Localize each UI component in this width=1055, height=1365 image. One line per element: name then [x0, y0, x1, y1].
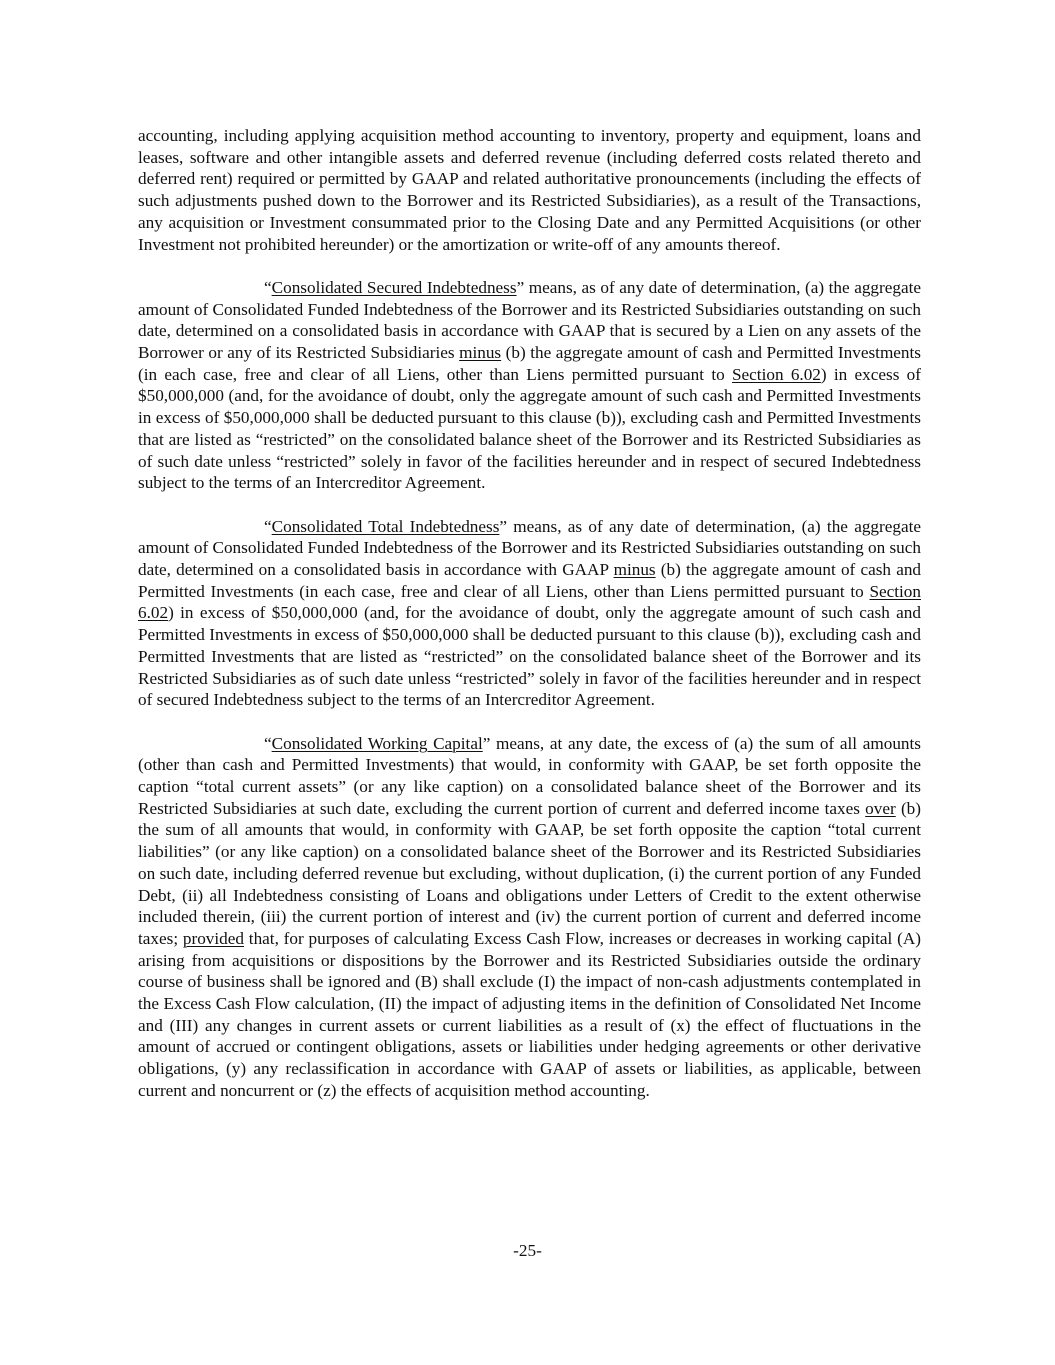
definition-consolidated-total-indebtedness: [138, 516, 921, 711]
definition-consolidated-secured-indebtedness: [138, 277, 921, 494]
definition-text: ” means, at any date, the excess of (a) the sum of all amounts (other than cash and Permitted Investments) that would, in conformity with GAAP, be set forth opposite the caption “total current assets” (or any like caption) on a consolidated balance sheet of the Borrower and its Restricted Subsidiaries at such date, excluding the current portion of current and deferred income taxes: [138, 733, 921, 818]
page-number: -25-: [513, 1241, 542, 1260]
defined-term: Consolidated Total Indebtedness: [271, 516, 500, 536]
definition-text: that, for purposes of calculating Excess Cash Flow, increases or decreases in working capital (A) arising from acquisitions or dispositions by the Borrower and its Restricted Subsidiaries outside the ordinary course of business shall be ignored and (B) shall exclude (I) the impact of non-cash adjustments contemplated in the Excess Cash Flow calculation, (II) the impact of adjusting items in the definition of Consolidated Net Income and (III) any changes in current assets or current liabilities as a result of (x) the effect of fluctuations in the amount of accrued or contingent obligations, assets or liabilities under hedging agreements or other derivative obligations, (y) any reclassification in accordance with GAAP of assets or liabilities, as applicable, between current and noncurrent or (z) the effects of acquisition method accounting.: [138, 928, 921, 1100]
defined-term: Consolidated Secured Indebtedness: [271, 277, 517, 297]
defined-term: Consolidated Working Capital: [271, 733, 483, 753]
underlined-word: over: [865, 798, 896, 818]
definition-text: (b) the aggregate amount of cash and Permitted Investments (in each case, free and clear of all Liens, other than Liens permitted pursuant to: [138, 560, 922, 601]
definition-text: ) in excess of $50,000,000 (and, for the avoidance of doubt, only the aggregate amount of such cash and Permitted Investments in excess of $50,000,000 shall be deducted pursuant to this clause (b)), excluding cash and Permitted Investments that are listed as “restricted” on the consolidated balance sheet of the Borrower and its Restricted Subsidiaries as of such date unless “restricted” solely in favor of the facilities hereunder and in respect of secured Indebtedness subject to the terms of an Intercreditor Agreement.: [138, 364, 921, 493]
underlined-word: minus: [459, 343, 502, 363]
paragraph-text: accounting, including applying acquisition method accounting to inventory, property and equipment, loans and leases, software and other intangible assets and deferred revenue (including deferred costs related thereto and deferred rent) required or permitted by GAAP and related authoritative pronouncements (including the effects of such adjustments pushed down to the Borrower and its Restricted Subsidiaries), as a result of the Transactions, any acquisition or Investment consummated prior to the Closing Date and any Permitted Acquisitions (or other Investment not prohibited hereunder) or the amortization or write-off of any amounts thereof.: [138, 126, 921, 254]
underlined-word: minus: [613, 560, 656, 580]
section-reference: Section 6.02: [138, 581, 921, 623]
open-quote: “: [264, 733, 272, 753]
open-quote: “: [264, 516, 272, 536]
section-reference: Section 6.02: [731, 364, 821, 384]
document-page: [138, 125, 921, 1123]
definition-text: ) in excess of $50,000,000 (and, for the avoidance of doubt, only the aggregate amount of such cash and Permitted Investments in excess of $50,000,000 shall be deducted pursuant to this clause (b)), excluding cash and Permitted Investments that are listed as “restricted” on the consolidated balance sheet of the Borrower and its Restricted Subsidiaries as of such date unless “restricted” solely in favor of the facilities hereunder and in respect of secured Indebtedness subject to the terms of an Intercreditor Agreement.: [138, 603, 921, 710]
definition-consolidated-working-capital: [138, 733, 921, 1102]
definition-text: ” means, as of any date of determination, (a) the aggregate amount of Consolidated Funded Indebtedness of the Borrower and its Restricted Subsidiaries outstanding on such date, determined on a consolidated basis in accordance with GAAP that is secured by a Lien on any assets of the Borrower or any of its Restricted Subsidiaries: [138, 277, 921, 363]
paragraph-continuation: [138, 125, 921, 255]
definition-text: ” means, as of any date of determination, (a) the aggregate amount of Consolidated Funded Indebtedness of the Borrower and its Restricted Subsidiaries outstanding on such date, determined on a consolidated basis in accordance with GAAP: [138, 516, 921, 580]
definition-text: (b) the sum of all amounts that would, in conformity with GAAP, be set forth opposite the caption “total current liabilities” (or any like caption) on a consolidated balance sheet of the Borrower and its Restricted Subsidiaries on such date, including deferred revenue but excluding, without duplication, (i) the current portion of any Funded Debt, (ii) all Indebtedness consisting of Loans and obligations under Letters of Credit to the extent otherwise included therein, (iii) the current portion of interest and (iv) the current portion of current and deferred income taxes;: [138, 798, 921, 948]
underlined-word: provided: [182, 928, 244, 948]
open-quote: “: [264, 277, 272, 297]
definition-text: (b) the aggregate amount of cash and Permitted Investments (in each case, free and clear of all Liens, other than Liens permitted pursuant to: [138, 343, 921, 384]
